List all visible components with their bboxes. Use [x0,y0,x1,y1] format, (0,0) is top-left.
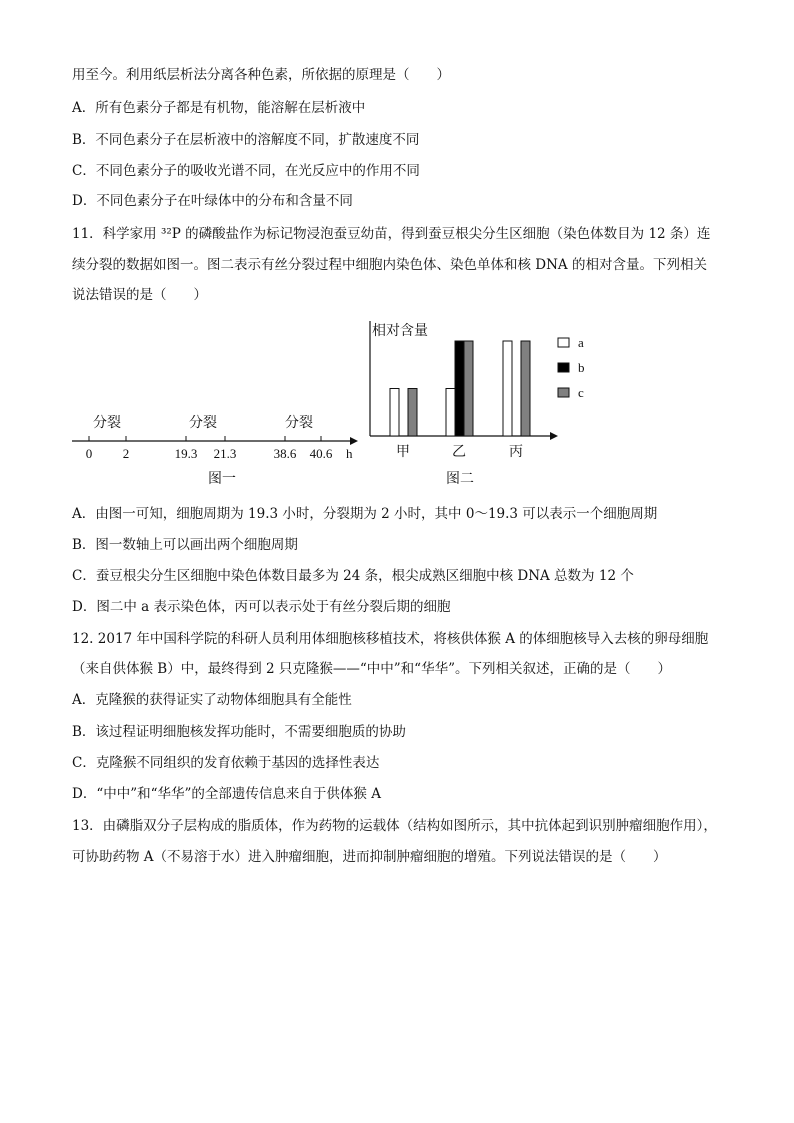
q12-stem-line2: （来自供体猴 B）中，最终得到 2 只克隆猴——“中中”和“华华”。下列相关叙述，正确的是（ ） [72,661,671,677]
bar-a-1 [390,389,399,437]
legend-swatch-a [558,338,569,347]
q10-option-a: A．所有色素分子都是有机物，能溶解在层析液中 [72,100,366,116]
q10-option-c: C．不同色素分子的吸收光谱不同，在光反应中的作用不同 [72,163,420,179]
q10-option-d: D．不同色素分子在叶绿体中的分布和含量不同 [72,193,353,209]
bar-a-3 [503,341,512,436]
legend-label-c: c [578,385,584,400]
q11-stem-line3: 说法错误的是（ ） [72,287,207,303]
q11-option-b: B．图一数轴上可以画出两个细胞周期 [72,537,298,553]
timeline-tick-label: 40.6 [309,446,333,461]
figure-2-bar-chart [360,315,620,490]
legend-swatch-c [558,388,569,397]
q11-option-d: D．图二中 a 表示染色体，丙可以表示处于有丝分裂后期的细胞 [72,599,451,615]
division-label-2: 分裂 [189,415,217,431]
figure-2-caption: 图二 [446,471,474,487]
timeline-tick-label: 2 [122,446,130,461]
timeline-tick-label: 19.3 [174,446,198,461]
bar-b-2 [455,341,464,436]
legend-label-a: a [578,335,584,350]
bar-c-3 [521,341,530,436]
bar-c-1 [408,389,417,437]
q11-option-c: C．蚕豆根尖分生区细胞中染色体数目最多为 24 条，根尖成熟区细胞中核 DNA 总数为 12 个 [72,568,634,584]
q12-option-d: D．“中中”和“华华”的全部遗传信息来自于供体猴 A [72,786,381,802]
category-label: 丙 [509,444,523,460]
timeline-arrow-icon [350,437,358,445]
category-label: 甲 [396,444,410,460]
q10-stem: 用至今。利用纸层析法分离各种色素，所依据的原理是（ ） [72,67,450,83]
axis-unit-h: h [346,446,353,461]
q12-option-a: A．克隆猴的获得证实了动物体细胞具有全能性 [72,692,352,708]
legend-swatch-b [558,363,569,372]
category-label: 乙 [452,444,466,460]
q12-option-c: C．克隆猴不同组织的发育依赖于基因的选择性表达 [72,755,380,771]
q12-stem-line1: 12. 2017 年中国科学院的科研人员利用体细胞核移植技术，将核供体猴 A 的体细胞核导入去核的卵母细胞 [72,631,709,647]
q11-stem-line2: 续分裂的数据如图一。图二表示有丝分裂过程中细胞内染色体、染色单体和核 DNA 的相对含量。下列相关 [72,257,707,273]
y-axis-label: 相对含量 [372,323,428,339]
q11-stem-line1: 11．科学家用 ³²P 的磷酸盐作为标记物浸泡蚕豆幼苗，得到蚕豆根尖分生区细胞（染色体数目为 12 条）连 [72,226,711,242]
bar-a-2 [446,389,455,437]
q13-stem-line1: 13．由磷脂双分子层构成的脂质体，作为药物的运载体（结构如图所示，其中抗体起到识别肿瘤细胞作用）， [72,818,717,834]
timeline-tick-label: 38.6 [273,446,297,461]
q12-option-b: B．该过程证明细胞核发挥功能时，不需要细胞质的协助 [72,724,406,740]
legend-label-b: b [578,360,585,375]
q11-option-a: A．由图一可知，细胞周期为 19.3 小时，分裂期为 2 小时，其中 0～19.3 可以表示一个细胞周期 [72,506,658,522]
figure-1-timeline [60,400,370,490]
division-label-1: 分裂 [93,415,121,431]
q10-option-b: B．不同色素分子在层析液中的溶解度不同，扩散速度不同 [72,132,420,148]
timeline-tick-label: 21.3 [213,446,237,461]
division-label-3: 分裂 [285,415,313,431]
figure-1-caption: 图一 [208,471,236,487]
x-axis-arrow-icon [550,432,558,440]
bar-c-2 [464,341,473,436]
q13-stem-line2: 可协助药物 A（不易溶于水）进入肿瘤细胞，进而抑制肿瘤细胞的增殖。下列说法错误的是（ ） [72,849,667,865]
timeline-tick-label: 0 [85,446,93,461]
